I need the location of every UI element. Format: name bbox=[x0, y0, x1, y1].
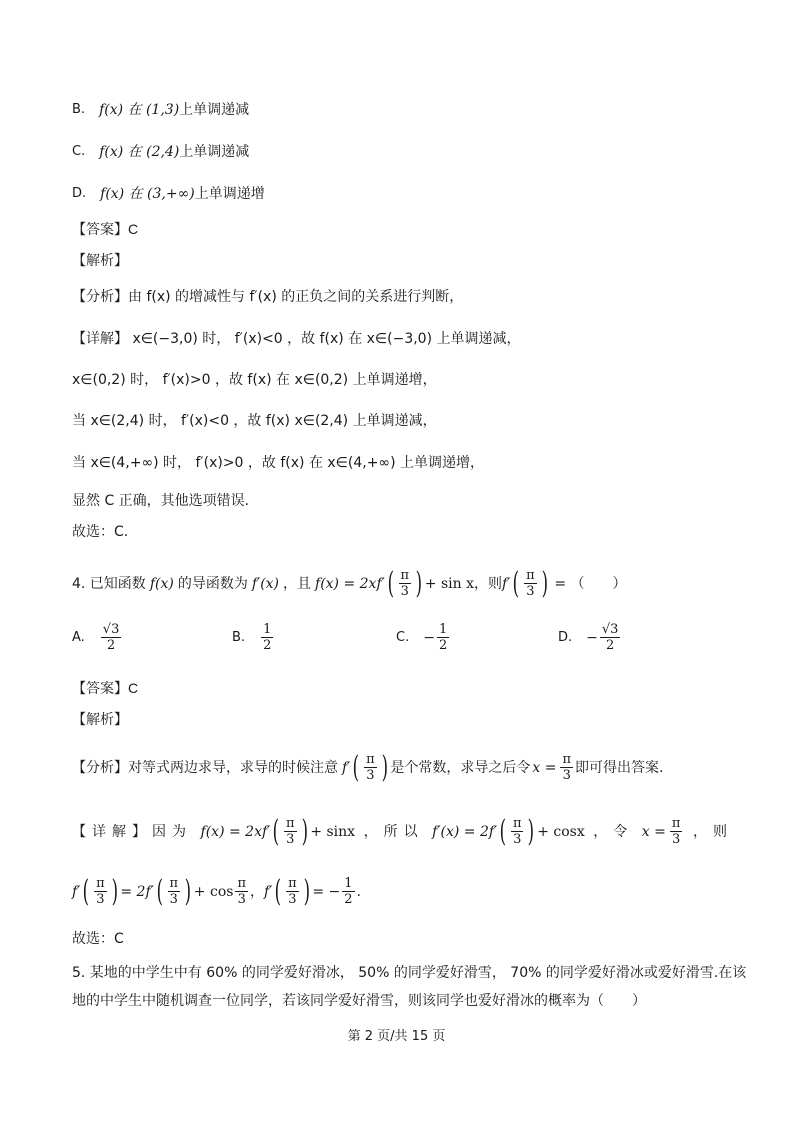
q4-suoyi: ，所以 bbox=[363, 823, 424, 840]
frac-den: 2 bbox=[438, 638, 448, 653]
frac-num: π bbox=[526, 568, 535, 583]
frac-num: π bbox=[288, 876, 297, 891]
paren-left: ( bbox=[272, 813, 280, 849]
frac-num: π bbox=[400, 568, 410, 583]
period: . bbox=[356, 883, 361, 900]
page-footer: 第 2 页/共 15 页 bbox=[347, 1029, 446, 1044]
q4-stem-fp2: f′ bbox=[502, 575, 511, 592]
frac-num: π bbox=[237, 876, 246, 891]
option-text: 上单调递增 bbox=[194, 186, 265, 202]
q4-option-a bbox=[72, 622, 123, 653]
frac-num: π bbox=[366, 752, 375, 767]
option-d bbox=[72, 184, 733, 204]
fraction-pi-3 bbox=[168, 876, 181, 907]
q4-stem-eq: f(x) = 2xf′ bbox=[315, 575, 385, 592]
q4-analysis-header: 【解析】 bbox=[72, 711, 128, 727]
fraction-pi-3 bbox=[524, 568, 537, 599]
frac-num: π bbox=[671, 816, 681, 831]
q4-fenxi bbox=[72, 749, 733, 785]
q4-stem-fp: f′(x) bbox=[251, 575, 280, 592]
paren-right: ) bbox=[303, 873, 310, 909]
option-b bbox=[72, 100, 733, 120]
option-expr: f(x) 在 (2,4) bbox=[99, 144, 180, 160]
frac-num: √3 bbox=[601, 622, 619, 637]
q4-xiangjie-1 bbox=[72, 813, 733, 849]
frac-num: π bbox=[512, 816, 522, 831]
option-label: C. bbox=[72, 144, 86, 159]
q4-stem-sin: + sin x bbox=[424, 575, 475, 592]
frac-den: 3 bbox=[513, 832, 522, 847]
frac-den: 3 bbox=[366, 768, 375, 783]
minus-sign: − bbox=[586, 629, 598, 646]
fraction-1-2 bbox=[342, 876, 354, 907]
frac-den: 3 bbox=[169, 892, 178, 907]
fp-symbol: f′ bbox=[263, 883, 273, 900]
frac-den: 2 bbox=[106, 638, 116, 653]
paren-left: ( bbox=[156, 873, 163, 909]
fraction-pi-3 bbox=[560, 752, 573, 783]
q5-line-2: 地的中学生中随机调查一位同学，若该同学爱好滑雪，则该同学也爱好滑冰的概率为（ ） bbox=[72, 993, 646, 1009]
option-c bbox=[72, 142, 733, 162]
paren-left: ( bbox=[499, 813, 507, 849]
q4-option-d bbox=[558, 622, 622, 653]
eq-minus: = − bbox=[312, 883, 341, 900]
option-label: C. bbox=[396, 630, 410, 645]
paren-left: ( bbox=[353, 749, 360, 785]
option-fraction bbox=[101, 622, 122, 653]
frac-den: 3 bbox=[286, 832, 295, 847]
frac-den: 3 bbox=[237, 892, 246, 907]
eq-group-2 bbox=[432, 813, 585, 849]
paren-right: ) bbox=[381, 749, 388, 785]
q4-option-b bbox=[232, 622, 275, 653]
q4-fenxi-a: 【分析】对等式两边求导，求导的时候注意 bbox=[72, 759, 338, 776]
eq-f-x: f(x) = 2xf′ bbox=[200, 823, 271, 840]
eq-sin: + sinx bbox=[310, 823, 356, 840]
fp-symbol: f′ bbox=[342, 759, 351, 776]
fraction-pi-3 bbox=[286, 876, 299, 907]
frac-den: 3 bbox=[288, 892, 297, 907]
eq-group-3 bbox=[642, 816, 685, 847]
frac-den: 3 bbox=[526, 584, 535, 599]
q4-ze: ，则 bbox=[692, 823, 733, 840]
frac-num: √3 bbox=[102, 622, 120, 637]
q4-ling: ，令 bbox=[593, 823, 634, 840]
frac-num: π bbox=[96, 876, 105, 891]
fraction-pi-3 bbox=[284, 816, 297, 847]
fraction-pi-3 bbox=[670, 816, 683, 847]
paren-left: ( bbox=[274, 873, 282, 909]
fraction-pi-3 bbox=[511, 816, 524, 847]
q3-detail-4: 当 x∈(4,+∞) 时， f′(x)>0 ，故 f(x) 在 x∈(4,+∞) 上单调递增， bbox=[72, 455, 485, 471]
frac-den: 2 bbox=[344, 892, 353, 907]
paren-right: ) bbox=[528, 813, 535, 849]
eq-group-1 bbox=[200, 813, 356, 849]
q3-analysis-header: 【解析】 bbox=[72, 252, 128, 268]
q3-conclusion: 显然 C 正确，其他选项错误. bbox=[72, 493, 250, 509]
q4-choose: 故选：C bbox=[72, 931, 124, 947]
eq-2fp: = 2f′ bbox=[120, 883, 154, 900]
q3-detail-2: x∈(0,2) 时， f′(x)>0 ，故 f(x) 在 x∈(0,2) 上单调递增， bbox=[72, 372, 437, 388]
frac-num: 1 bbox=[344, 876, 353, 891]
eq-fp-x: f′(x) = 2f′ bbox=[432, 823, 498, 840]
q4-stem-f: f(x) bbox=[149, 575, 174, 592]
paren-left: ( bbox=[83, 873, 90, 909]
frac-num: 1 bbox=[263, 622, 272, 637]
x-eq: x = bbox=[532, 759, 557, 776]
option-label: A. bbox=[72, 630, 85, 645]
q4-stem-mid: 的导函数为 bbox=[177, 575, 248, 592]
option-label: D. bbox=[72, 186, 87, 201]
q5-line-1: 5. 某地的中学生中有 60% 的同学爱好滑冰， 50% 的同学爱好滑雪， 70% 的同学爱好滑冰或爱好滑雪.在该 bbox=[72, 965, 747, 981]
frac-num: π bbox=[169, 876, 179, 891]
option-fraction bbox=[600, 622, 621, 653]
option-label: B. bbox=[232, 630, 246, 645]
eq-cos: + cos bbox=[193, 883, 234, 900]
fraction-pi-3 bbox=[94, 876, 107, 907]
frac-num: 1 bbox=[438, 622, 448, 637]
option-text: 上单调递减 bbox=[179, 102, 250, 118]
q3-answer: 【答案】C bbox=[72, 221, 139, 237]
frac-den: 2 bbox=[263, 638, 272, 653]
q4-stem-tail: = （ ） bbox=[554, 575, 627, 592]
fraction-pi-3 bbox=[235, 876, 248, 907]
fraction-pi-3 bbox=[364, 752, 377, 783]
q4-answer: 【答案】C bbox=[72, 680, 139, 696]
q3-fenxi: 【分析】由 f(x) 的增减性与 f′(x) 的正负之间的关系进行判断， bbox=[72, 289, 464, 305]
frac-den: 3 bbox=[562, 768, 571, 783]
q4-stem-prefix: 4. 已知函数 bbox=[72, 575, 146, 592]
q3-detail-3: 当 x∈(2,4) 时， f′(x)<0 ，故 f(x) x∈(2,4) 上单调递减， bbox=[72, 413, 437, 429]
q3-choose: 故选：C. bbox=[72, 524, 129, 540]
option-label: B. bbox=[72, 102, 86, 117]
frac-num: π bbox=[286, 816, 295, 831]
q4-fenxi-c: 即可得出答案. bbox=[574, 759, 664, 776]
eq-cos: + cosx bbox=[537, 823, 585, 840]
fraction-pi-3 bbox=[399, 568, 412, 599]
q4-xiangjie-label: 【详解】因为 bbox=[72, 823, 192, 840]
option-expr: f(x) 在 (3,+∞) bbox=[100, 186, 195, 202]
frac-den: 3 bbox=[672, 832, 681, 847]
q3-detail-1: 【详解】 x∈(−3,0) 时， f′(x)<0 ，故 f(x) 在 x∈(−3,0) 上单调递减， bbox=[72, 331, 521, 347]
paren-right: ) bbox=[184, 873, 192, 909]
q4-xiangjie-2 bbox=[72, 873, 733, 909]
paren-left: ( bbox=[513, 565, 520, 601]
paren-right: ) bbox=[301, 813, 308, 849]
frac-den: 3 bbox=[400, 584, 409, 599]
x-eq: x = bbox=[641, 823, 666, 840]
option-expr: f(x) 在 (1,3) bbox=[99, 102, 180, 118]
frac-num: π bbox=[562, 752, 571, 767]
paren-right: ) bbox=[541, 565, 548, 601]
frac-den: 2 bbox=[606, 638, 615, 653]
comma: ， bbox=[249, 883, 264, 900]
paren-right: ) bbox=[111, 873, 118, 909]
minus-sign: − bbox=[423, 629, 435, 646]
q4-fenxi-b: 是个常数，求导之后令 bbox=[390, 759, 531, 776]
fp-symbol: f′ bbox=[72, 883, 81, 900]
frac-den: 3 bbox=[96, 892, 105, 907]
q4-stem-and: ，且 bbox=[283, 575, 312, 592]
option-fraction bbox=[437, 622, 449, 653]
paren-right: ) bbox=[415, 565, 423, 601]
paren-left: ( bbox=[387, 565, 394, 601]
option-fraction bbox=[261, 622, 273, 653]
option-text: 上单调递减 bbox=[179, 144, 250, 160]
option-label: D. bbox=[558, 630, 573, 645]
q4-stem-then: ，则 bbox=[474, 575, 503, 592]
q4-option-c bbox=[396, 622, 451, 653]
q4-stem bbox=[72, 565, 733, 601]
